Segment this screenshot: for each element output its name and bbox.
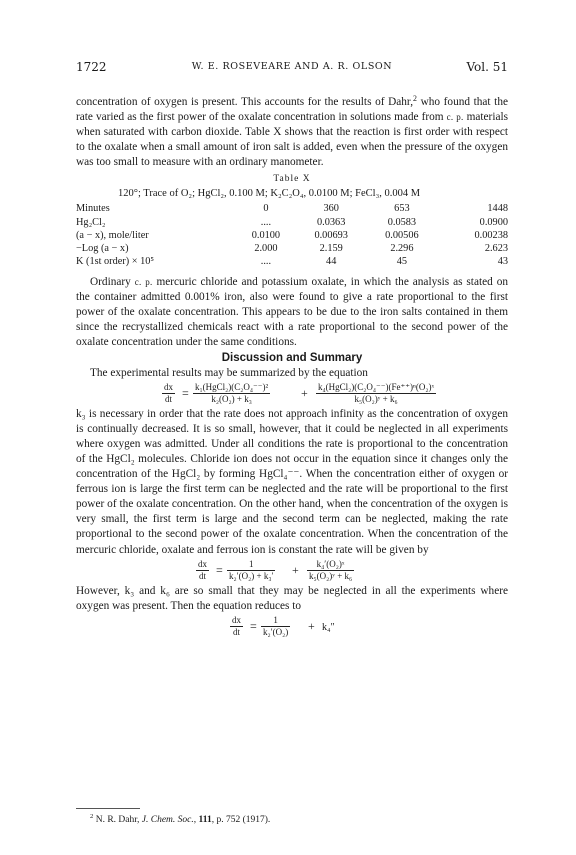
page-number: 1722 bbox=[76, 60, 107, 74]
table-cell: 0.00238 bbox=[474, 229, 508, 241]
eq1-term2: k₄(HgCl₂)(C₂O₄⁻⁻)(Fe⁺⁺)ⁿ(O₂)ˣ k₅(O₂)ʸ + k₆ bbox=[318, 382, 435, 405]
eq1-lhs: $\frac{dx}{dt}$ bbox=[164, 382, 173, 405]
eq2-plus: + bbox=[292, 562, 299, 577]
header-authors: W. E. ROSEVEARE AND A. R. OLSON bbox=[191, 61, 393, 72]
table-cell: 0.0900 bbox=[479, 216, 508, 228]
eq1-term1: k₁(HgCl₂)(C₂O₄⁻⁻)² k₂(O₂) + k₃ bbox=[195, 382, 269, 405]
table-cell: 360 bbox=[323, 203, 339, 215]
table-row-label: Hg₂Cl₂ bbox=[76, 216, 106, 228]
paragraph-4: k₃ is necessary in order that the rate does not approach infinity as the concentration of oxygen is continually decreased. It is so small, however, that it could be neglected in all experiments where oxygen was admitted. Under all conditions the rate is proportional to the concentration of the HgCl₂ molecules. Chloride ion does not occur in the equation since it changes only the concentration of the HgCl₂ by forming HgCl₄⁻⁻. When the concentration either of oxygen or ferrous ion is large the first term can be neglected and the rate will be proportional to the first power of the oxalate concentration. On the other hand, when the concentration of the oxygen is very small, the first term is large and the second term can be neglected, making the rate proportional to the second power of the oxalate concentration. When the concentration of the mercuric chloride, oxalate and ferrous ion is constant the rate will be given by bbox=[76, 408, 508, 556]
section-heading: Discussion and Summary bbox=[221, 352, 363, 364]
running-header bbox=[76, 60, 508, 76]
paragraph-1: concentration of oxygen is present. This accounts for the results of Dahr,$^2$ who found that the rate varied as the first power of the oxalate concentration in solutions made from c. p. materials when saturated with carbon dioxide. Table X shows that the reaction is first order with respect to the oxalate when a small amount of iron salt is added, even when the pressure of the oxygen was too small to measure with an ordinary manometer. bbox=[76, 94, 509, 169]
table-cell: 0.00506 bbox=[385, 229, 419, 241]
table-cell: 0.00693 bbox=[314, 229, 348, 241]
table-cell: 44 bbox=[326, 256, 337, 268]
table-row bbox=[76, 255, 508, 268]
header-volume: Vol. 51 bbox=[466, 60, 508, 74]
eq2-term1: $\frac{1}{\text{k₂′(O₂) + k₃′}}$ bbox=[229, 558, 274, 581]
equation-2 bbox=[76, 558, 508, 584]
eq1-plus: + bbox=[301, 386, 308, 401]
equation-1 bbox=[76, 381, 508, 407]
table-cell: 45 bbox=[396, 256, 408, 268]
eq1-equals: = bbox=[182, 386, 189, 401]
footnote: $^2$ N. R. Dahr, J. Chem. Soc., 111, p. 752 (1917). bbox=[90, 813, 271, 825]
table-title: Table X bbox=[273, 174, 311, 185]
equation-3 bbox=[76, 614, 508, 640]
table-row-label: (a − x), mole/liter bbox=[76, 229, 149, 241]
paragraph-5: However, k₃ and k₆ are so small that they may be neglected in all the experiments where oxygen was present. Then the equation reduces to bbox=[76, 584, 508, 612]
paragraph-2: Ordinary c. p. mercuric chloride and potassium oxalate, in which the analysis as stated on the container admitted 0.001% iron, also were found to give a rate proportional to the first power of the oxalate concentration. This appears to be due to the iron salts contained in them since the recrystallized chemicals react with a rate proportional to the second power of the oxalate concentration under the same conditions. bbox=[76, 275, 508, 348]
table-row-label: −Log (a − x) bbox=[76, 243, 129, 255]
eq2-equals: = bbox=[216, 562, 223, 577]
table-cell: 653 bbox=[394, 203, 410, 215]
table-cell: 0.0100 bbox=[251, 229, 281, 241]
table-row-label: Minutes bbox=[76, 203, 110, 215]
article-body bbox=[76, 95, 508, 640]
table-cell: .... bbox=[260, 216, 272, 228]
table-cell: .... bbox=[260, 256, 272, 268]
table-cell: 43 bbox=[497, 256, 508, 268]
eq3-equals: = bbox=[250, 618, 257, 633]
table-cell: 1448 bbox=[487, 203, 508, 215]
footnote-rule bbox=[76, 808, 140, 809]
table-cell: 2.159 bbox=[319, 243, 343, 255]
eq3-plus: + bbox=[308, 618, 315, 633]
table-cell: 0 bbox=[263, 203, 269, 215]
table-conditions: 120°; Trace of O₂; HgCl₂, 0.100 M; K₂C₂O₄, 0.0100 M; FeCl₃, 0.004 M bbox=[118, 188, 421, 200]
eq2-term2: $\frac{\text{k₄′(O₂)ˣ}}{\text{k₅(O₂)ʸ + k₆}}$ bbox=[309, 558, 353, 581]
table-row bbox=[76, 202, 508, 215]
table-row bbox=[76, 229, 508, 242]
eq2-lhs: $\frac{dx}{dt}$ bbox=[198, 558, 207, 581]
table-cell: 2.296 bbox=[390, 243, 414, 255]
table-cell: 0.0583 bbox=[387, 216, 417, 228]
footnote-ref[interactable]: 2 bbox=[413, 94, 417, 103]
table-row bbox=[76, 242, 508, 255]
eq3-term1: $\frac{1}{\text{k₂′(O₂)}}$ bbox=[263, 614, 289, 637]
table-row bbox=[76, 216, 508, 229]
table-row-label: K (1st order) × 10⁵ bbox=[76, 256, 155, 268]
paragraph-3: The experimental results may be summarized by the equation bbox=[90, 367, 368, 380]
eq3-term2: k₄″ bbox=[322, 621, 335, 633]
table-cell: 2.000 bbox=[254, 243, 278, 255]
data-table bbox=[76, 202, 508, 268]
table-cell: 2.623 bbox=[484, 243, 508, 255]
eq3-lhs: $\frac{dx}{dt}$ bbox=[232, 614, 241, 637]
table-cell: 0.0363 bbox=[317, 216, 346, 228]
